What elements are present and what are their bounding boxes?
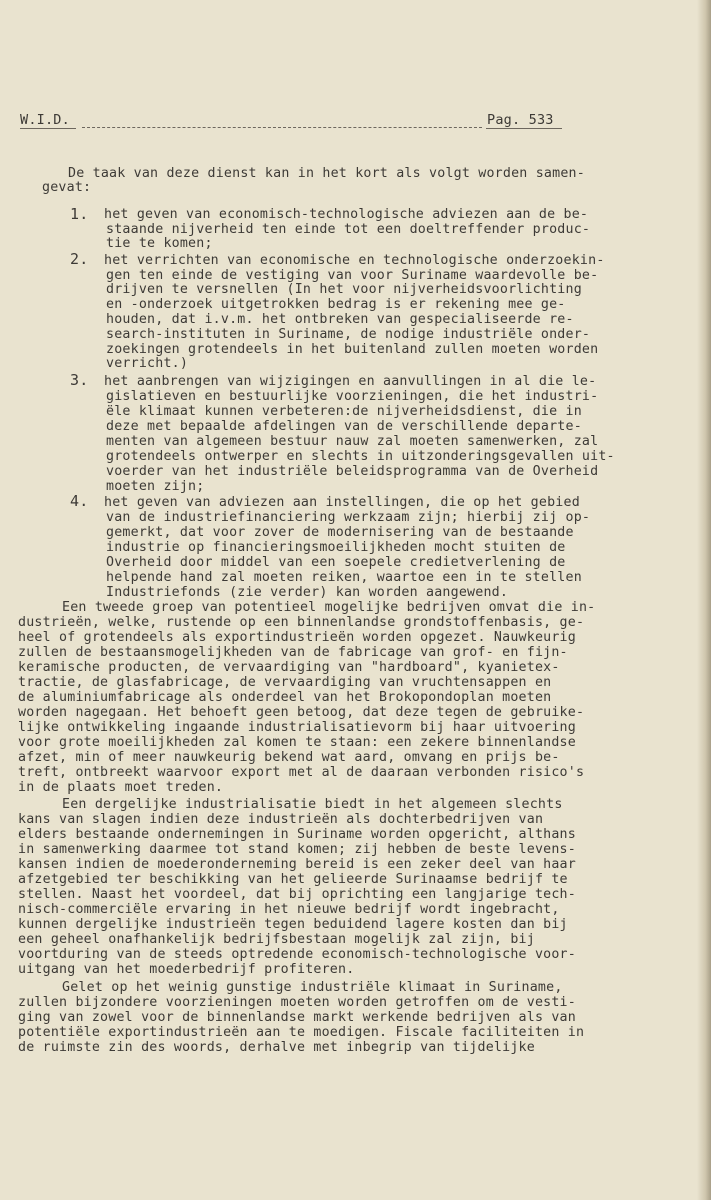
list-line: van de industriefinanciering werkzaam zijn; hierbij zij op- <box>106 510 591 525</box>
paragraph-line: Gelet op het weinig gunstige industriële klimaat in Suriname, <box>62 980 563 995</box>
list-line: gislatieven en bestuurlijke voorzieningen, die het industri- <box>106 389 599 404</box>
list-line: gen ten einde de vestiging van voor Suriname waardevolle be- <box>106 268 599 283</box>
list-line: houden, dat i.v.m. het ontbreken van gespecialiseerde re- <box>106 312 574 327</box>
list-line: industrie op financieringsmoeilijkheden mocht stuiten de <box>106 540 566 555</box>
paragraph-line: de ruimste zin des woords, derhalve met inbegrip van tijdelijke <box>18 1040 535 1055</box>
paragraph-line: zullen bijzondere voorzieningen moeten worden getroffen om de vesti- <box>18 995 576 1010</box>
paragraph-line: tractie, de glasfabricage, de vervaardiging van vruchtensappen en <box>18 675 552 690</box>
list-line: Industriefonds (zie verder) kan worden aangewend. <box>106 585 509 600</box>
intro-line: De taak van deze dienst kan in het kort als volgt worden samen- <box>68 166 585 181</box>
list-line: staande nijverheid ten einde tot een doeltreffender produc- <box>106 222 591 237</box>
header-underline <box>20 128 76 129</box>
paragraph-line: voor grote moeilijkheden zal komen te staan: een zekere binnenlandse <box>18 735 576 750</box>
list-line: gemerkt, dat voor zover de modernisering van de bestaande <box>106 525 574 540</box>
paragraph-line: dustrieën, welke, rustende op een binnenlandse grondstoffenbasis, ge- <box>18 615 585 630</box>
intro-line: gevat: <box>42 180 92 195</box>
paragraph-line: in samenwerking daarmee tot stand komen; zij hebben de beste levens- <box>18 842 576 857</box>
list-line: menten van algemeen bestuur nauw zal moeten samenwerken, zal <box>106 434 599 449</box>
list-line: zoekingen grotendeels in het buitenland zullen moeten worden <box>106 342 599 357</box>
list-line: en -onderzoek uitgetrokken bedrag is er rekening mee ge- <box>106 297 566 312</box>
list-line: het geven van adviezen aan instellingen, die op het gebied <box>104 495 580 510</box>
list-line: tie te komen; <box>106 236 213 251</box>
list-line: het geven van economisch-technologische adviezen aan de be- <box>104 207 589 222</box>
paragraph-line: Een dergelijke industrialisatie biedt in het algemeen slechts <box>62 797 563 812</box>
paragraph-line: afzet, min of meer nauwkeurig bekend wat aard, omvang en prijs be- <box>18 750 560 765</box>
list-line: verricht.) <box>106 356 189 371</box>
paragraph-line: kunnen dergelijke industrieën tegen beduidend lagere kosten dan bij <box>18 917 568 932</box>
list-line: voerder van het industriële beleidsprogramma van de Overheid <box>106 464 599 479</box>
paragraph-line: kansen indien de moederonderneming bereid is een zeker deel van haar <box>18 857 576 872</box>
list-line: search-instituten in Suriname, de nodige industriële onder- <box>106 327 591 342</box>
list-line: ële klimaat kunnen verbeteren:de nijverheidsdienst, die in <box>106 404 582 419</box>
header-code: W.I.D. <box>20 112 70 128</box>
list-number: 3. <box>70 371 89 389</box>
paragraph-line: lijke ontwikkeling ingaande industrialisatievorm bij haar uitvoering <box>18 720 576 735</box>
paragraph-line: heel of grotendeels als exportindustrieën worden opgezet. Nauwkeurig <box>18 630 576 645</box>
paragraph-line: elders bestaande ondernemingen in Suriname worden opgericht, althans <box>18 827 576 842</box>
paragraph-line: treft, ontbreekt waarvoor export met al de daaraan verbonden risico's <box>18 765 585 780</box>
list-number: 1. <box>70 205 89 223</box>
paragraph-line: ging van zowel voor de binnenlandse markt werkende bedrijven als van <box>18 1010 576 1025</box>
list-line: drijven te versnellen (In het voor nijverheidsvoorlichting <box>106 282 582 297</box>
page-number-underline <box>486 128 562 129</box>
paragraph-line: keramische producten, de vervaardiging van "hardboard", kyanietex- <box>18 660 560 675</box>
list-number: 4. <box>70 492 89 510</box>
paragraph-line: Een tweede groep van potentieel mogelijke bedrijven omvat die in- <box>62 600 596 615</box>
list-line: helpende hand zal moeten reiken, waartoe een in te stellen <box>106 570 582 585</box>
paragraph-line: in de plaats moet treden. <box>18 780 224 795</box>
paragraph-line: een geheel onafhankelijk bedrijfsbestaan mogelijk zal zijn, bij <box>18 932 535 947</box>
paragraph-line: zullen de bestaansmogelijkheden van de fabricage van grof- en fijn- <box>18 645 568 660</box>
paragraph-line: nisch-commerciële ervaring in het nieuwe bedrijf wordt ingebracht, <box>18 902 560 917</box>
list-line: het aanbrengen van wijzigingen en aanvullingen in al die le- <box>104 374 597 389</box>
paragraph-line: voortduring van de steeds optredende economisch-technologische voor- <box>18 947 576 962</box>
paragraph-line: potentiële exportindustrieën aan te moedigen. Fiscale faciliteiten in <box>18 1025 585 1040</box>
paragraph-line: stellen. Naast het voordeel, dat bij oprichting een langjarige tech- <box>18 887 576 902</box>
page-number: Pag. 533 <box>487 112 554 128</box>
list-number: 2. <box>70 250 89 268</box>
paragraph-line: worden nagegaan. Het behoeft geen betoog, dat deze tegen de gebruike- <box>18 705 585 720</box>
list-line: moeten zijn; <box>106 479 205 494</box>
paragraph-line: uitgang van het moederbedrijf profiteren. <box>18 962 355 977</box>
header-rule <box>82 127 482 128</box>
list-line: deze met bepaalde afdelingen van de verschillende departe- <box>106 419 582 434</box>
paragraph-line: afzetgebied ter beschikking van het gelieerde Surinaamse bedrijf te <box>18 872 568 887</box>
list-line: grotendeels ontwerper en slechts in uitzonderingsgevallen uit- <box>106 449 615 464</box>
list-line: Overheid door middel van een soepele credietverlening de <box>106 555 566 570</box>
paragraph-line: de aluminiumfabricage als onderdeel van het Brokopondoplan moeten <box>18 690 552 705</box>
paragraph-line: kans van slagen indien deze industrieën als dochterbedrijven van <box>18 812 544 827</box>
list-line: het verrichten van economische en technologische onderzoekin- <box>104 253 605 268</box>
